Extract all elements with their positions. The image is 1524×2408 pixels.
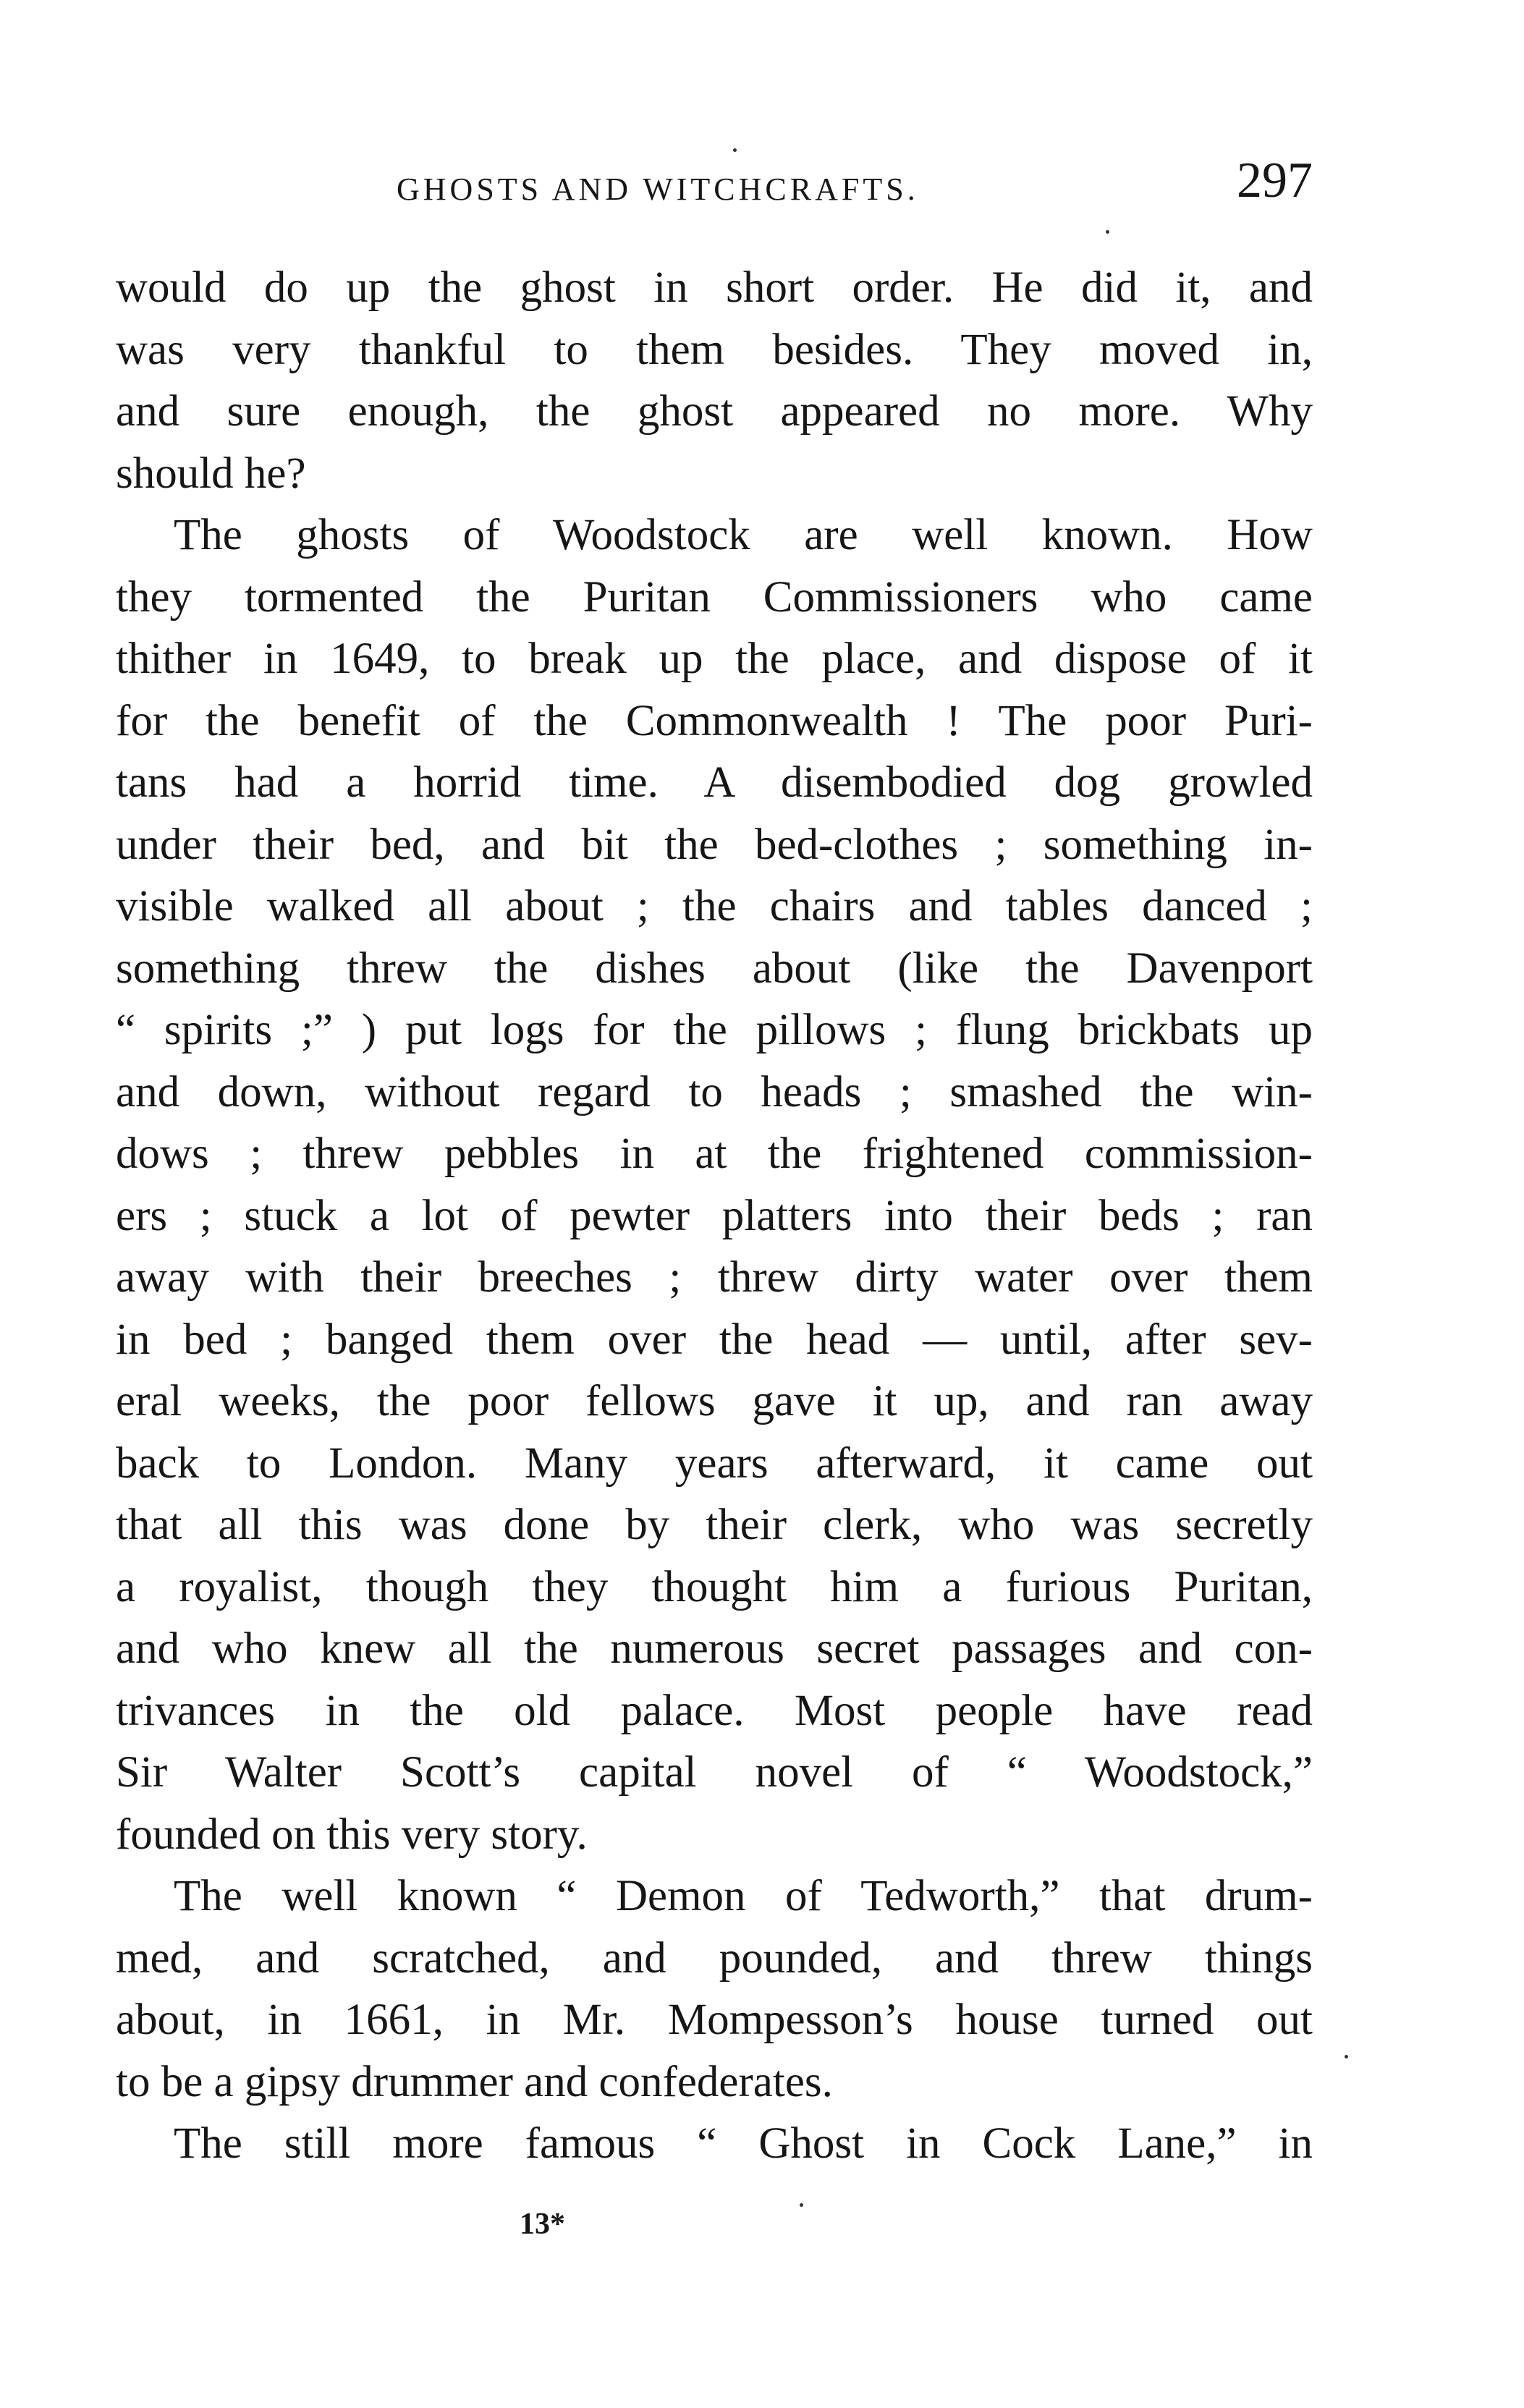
- text-line: and sure enough, the ghost appeared no more. Why: [116, 387, 1313, 436]
- text-line: ers ; stuck a lot of pewter platters into their beds ; ran: [116, 1191, 1313, 1240]
- text-line: “ spirits ;” ) put logs for the pillows ; flung brickbats up: [116, 1006, 1313, 1054]
- text-line: away with their breeches ; threw dirty water over them: [116, 1253, 1313, 1302]
- text-line: trivances in the old palace. Most people have read: [116, 1686, 1313, 1735]
- scan-speck: [800, 2203, 803, 2207]
- text-line: they tormented the Puritan Commissioners who came: [116, 572, 1313, 622]
- running-title: GHOSTS AND WITCHCRAFTS.: [397, 171, 919, 207]
- page-number: 297: [1237, 153, 1313, 208]
- text-line: The still more famous “ Ghost in Cock Lane,” in: [174, 2119, 1313, 2168]
- text-line: eral weeks, the poor fellows gave it up, and ran away: [116, 1377, 1313, 1425]
- text-line: founded on this very story.: [116, 1810, 588, 1859]
- text-line: a royalist, though they thought him a furious Puritan,: [116, 1562, 1313, 1611]
- text-line: in bed ; banged them over the head — until, after sev-: [116, 1315, 1313, 1364]
- text-line: something threw the dishes about (like the Davenport: [116, 944, 1313, 993]
- text-line: med, and scratched, and pounded, and threw things: [116, 1933, 1313, 1983]
- text-line: under their bed, and bit the bed-clothes ; something in-: [116, 820, 1313, 869]
- scan-speck: [1345, 2055, 1348, 2059]
- text-line: for the benefit of the Commonwealth ! The poor Puri-: [116, 696, 1313, 745]
- text-line: visible walked all about ; the chairs and tables danced ;: [116, 882, 1313, 930]
- body-text: [116, 257, 1313, 2175]
- signature-mark: 13*: [520, 2208, 565, 2241]
- text-line: Sir Walter Scott’s capital novel of “ Woodstock,”: [116, 1748, 1313, 1797]
- text-line: about, in 1661, in Mr. Mompesson’s house turned out: [116, 1996, 1313, 2044]
- text-line: should he?: [116, 449, 306, 498]
- text-line: to be a gipsy drummer and confederates.: [116, 2057, 833, 2106]
- text-line: The well known “ Demon of Tedworth,” that drum-: [174, 1872, 1313, 1920]
- text-line: and who knew all the numerous secret passages and con-: [116, 1624, 1313, 1673]
- scan-speck: [1106, 230, 1109, 234]
- text-line: The ghosts of Woodstock are well known. How: [174, 511, 1313, 559]
- text-line: would do up the ghost in short order. He did it, and: [116, 263, 1313, 312]
- text-line: and down, without regard to heads ; smashed the win-: [116, 1067, 1313, 1116]
- text-line: dows ; threw pebbles in at the frightened commission-: [116, 1129, 1313, 1178]
- text-line: tans had a horrid time. A disembodied dog growled: [116, 758, 1313, 807]
- text-line: thither in 1649, to break up the place, and dispose of it: [116, 635, 1313, 683]
- scan-speck: [733, 148, 737, 152]
- text-line: back to London. Many years afterward, it came out: [116, 1438, 1313, 1488]
- text-line: that all this was done by their clerk, who was secretly: [116, 1501, 1313, 1549]
- running-head: [116, 152, 1313, 217]
- text-line: was very thankful to them besides. They moved in,: [116, 325, 1313, 374]
